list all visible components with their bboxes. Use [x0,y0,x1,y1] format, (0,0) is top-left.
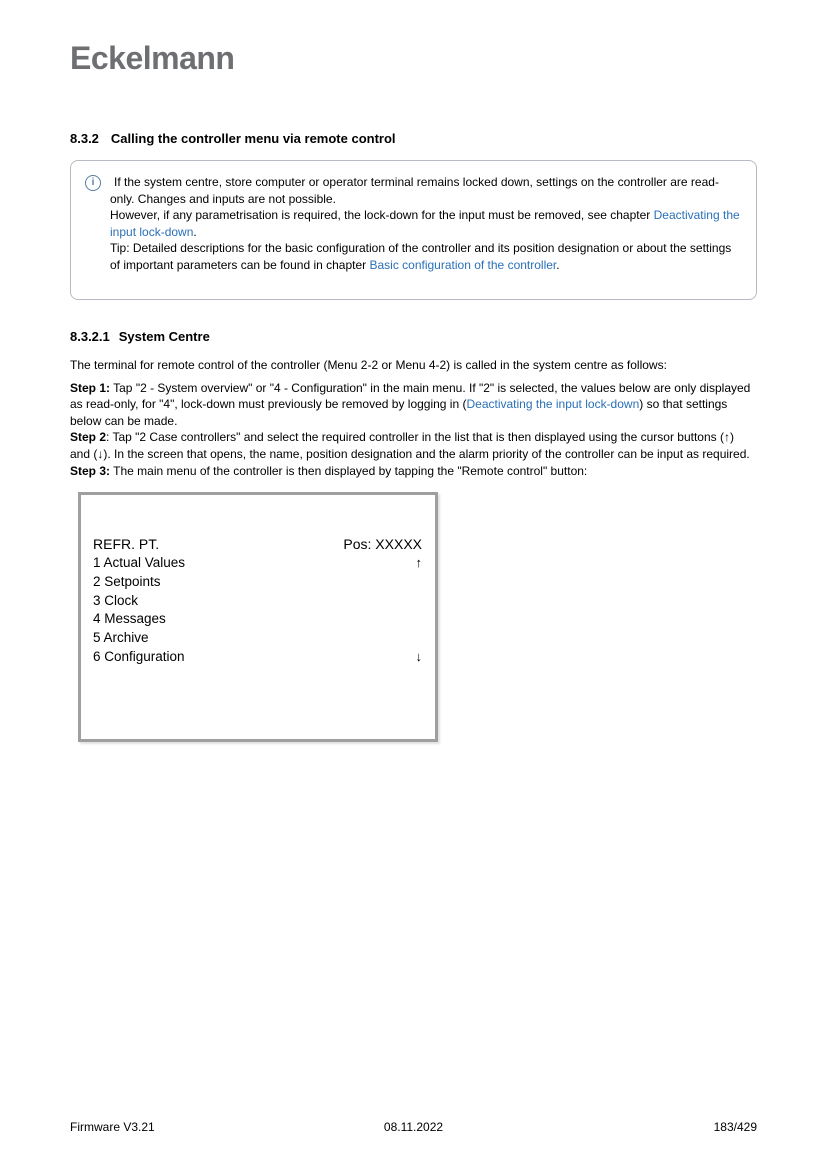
menu-item-label: 1 Actual Values [93,554,186,570]
footer-page-number: 183/429 [713,1120,757,1134]
terminal-title-row [93,535,422,554]
link-basic-configuration[interactable]: Basic configuration of the controller [369,257,557,272]
eckelmann-logo: Eckelmann [70,40,235,76]
info-paragraph-1: If the system centre, store computer or operator terminal remains locked down, settings on the controller are read-only. Changes and inputs are not possible. [110,175,719,206]
menu-item-label: 5 Archive [93,630,149,646]
menu-item-label: 3 Clock [93,592,139,608]
info-paragraph-3-period: . [556,257,560,272]
info-paragraph-3 [110,240,740,273]
info-box-text [110,174,740,286]
subsection-heading [70,329,757,344]
link-deactivating-input-lockdown[interactable]: Deactivating the input lock-down [110,208,740,239]
info-icon [85,175,101,191]
page-content [70,131,757,742]
info-box [70,160,757,300]
info-icon-glyph: i [91,177,95,188]
intro-paragraph: The terminal for remote control of the controller (Menu 2-2 or Menu 4-2) is called in the system centre as follows: [70,358,667,372]
step-1-text-end: ) so that settings below can be made. [70,397,728,428]
terminal-menu-item [93,573,422,592]
controller-terminal-screen [78,492,438,742]
section-title: Calling the controller menu via remote control [110,131,396,146]
terminal-position-label: Pos: XXXXX [343,536,422,553]
step-2-label: Step 2 [70,430,107,445]
step-1-text: Tap "2 - System overview" or "4 - Configuration" in the main menu. If "2" is selected, the values below are only displayed as read-only, for "4", lock-down must previously be removed by logging in ( [70,380,751,412]
step-3-text: The main menu of the controller is then displayed by tapping the "Remote control" button: [110,463,588,478]
step-3-paragraph [70,463,757,480]
terminal-menu-item [93,610,422,629]
info-paragraph-3-text: Tip: Detailed descriptions for the basic configuration of the controller and its position designation or about the settings of important parameters can be found in chapter [110,241,732,272]
section-heading [70,131,757,146]
down-arrow-icon: ↓ [415,648,422,664]
page-footer [0,1120,827,1140]
terminal-menu-item [93,629,422,648]
menu-item-label: 4 Messages [93,611,166,627]
link-deactivating-input-lockdown-step1[interactable]: Deactivating the input lock-down [466,397,640,412]
terminal-title: REFR. PT. [93,536,160,553]
menu-item-label: 6 Configuration [93,648,185,664]
terminal-menu-item [93,554,422,573]
step-1-label: Step 1: [70,380,111,395]
step-3-label: Step 3: [70,463,111,478]
menu-item-label: 2 Setpoints [93,573,161,589]
subsection-number: 8.3.2.1 [70,329,110,344]
footer-firmware-version: Firmware V3.21 [70,1120,155,1134]
terminal-menu-item [93,648,422,667]
footer-date: 08.11.2022 [383,1120,444,1134]
subsection-title: System Centre [118,329,210,344]
section-number: 8.3.2 [70,131,99,146]
info-paragraph-2-text: However, if any parametrisation is required, the lock-down for the input must be removed, see chapter [110,208,654,223]
info-paragraph-2 [110,207,740,240]
info-paragraph-2-period: . [193,224,197,239]
up-arrow-icon: ↑ [415,554,422,570]
step-2-paragraph [70,429,757,462]
step-2-text: : Tap "2 Case controllers" and select the required controller in the list that is then displayed using the cursor buttons (↑) and (↓). In the screen that opens, the name, position designation and the alarm priority of the controller can be input as required. [70,430,750,461]
step-1-paragraph [70,380,757,430]
terminal-menu-item [93,592,422,611]
